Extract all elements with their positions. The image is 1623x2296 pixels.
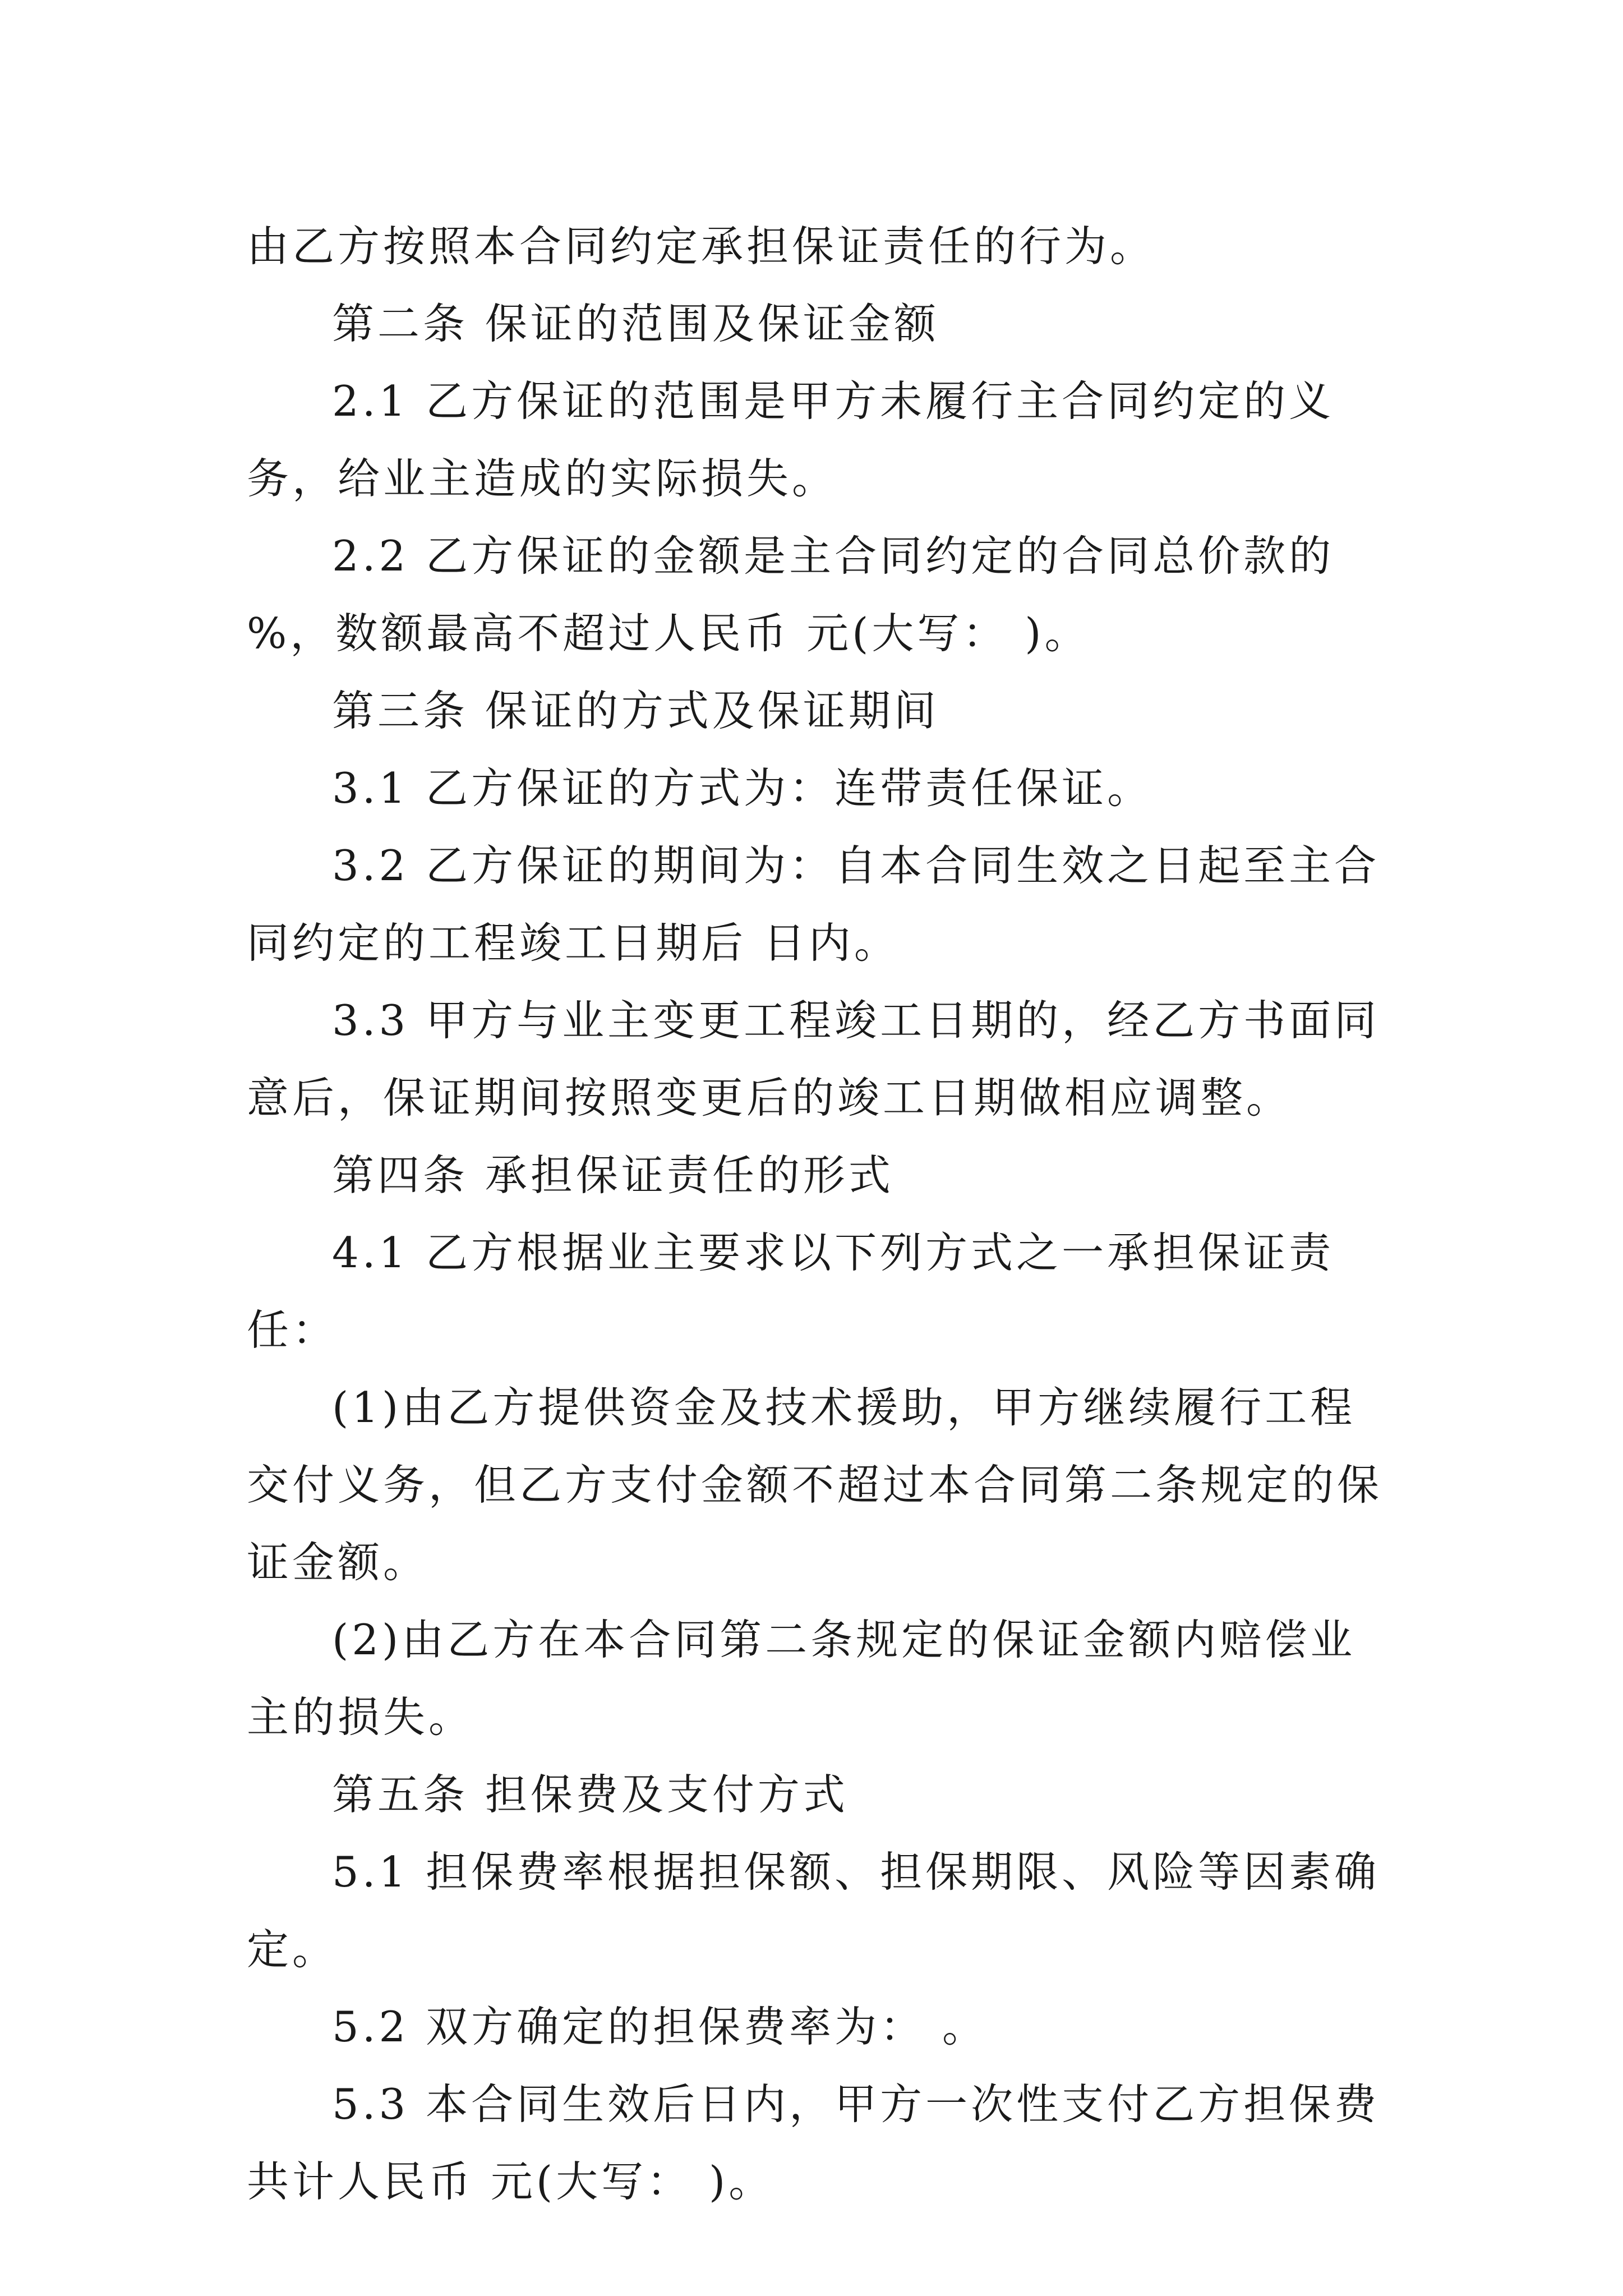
- heading-article-4: 第四条 承担保证责任的形式: [332, 1151, 894, 1200]
- clause-4-1-item-1: (1)由乙方提供资金及技术援助，甲方继续履行工程交付义务，但乙方支付金额不超过本合同第二条规定的保证金额。: [247, 1383, 1383, 1587]
- heading-article-5: 第五条 担保费及支付方式: [332, 1770, 849, 1819]
- clause-5-3: 5.3 本合同生效后日内，甲方一次性支付乙方担保费共计人民币 元(大写： )。: [247, 2079, 1380, 2206]
- clause-3-1: 3.1 乙方保证的方式为：连带责任保证。: [332, 763, 1153, 813]
- clause-2-1: 2.1 乙方保证的范围是甲方未履行主合同约定的义务，给业主造成的实际损失。: [247, 376, 1335, 503]
- clause-3-3: 3.3 甲方与业主变更工程竣工日期的，经乙方书面同意后，保证期间按照变更后的竣工日期做相应调整。: [247, 996, 1380, 1122]
- heading-article-2: 第二条 保证的范围及保证金额: [332, 299, 939, 348]
- clause-2-2: 2.2 乙方保证的金额是主合同约定的合同总价款的 %，数额最高不超过人民币 元(大写： )。: [247, 531, 1335, 658]
- heading-article-3: 第三条 保证的方式及保证期间: [332, 686, 939, 735]
- paragraph-guarantee-definition-end: 由乙方按照本合同约定承担保证责任的行为。: [247, 222, 1156, 271]
- clause-4-1: 4.1 乙方根据业主要求以下列方式之一承担保证责任：: [247, 1228, 1335, 1355]
- clause-3-2: 3.2 乙方保证的期间为：自本合同生效之日起至主合同约定的工程竣工日期后 日内。: [247, 841, 1380, 968]
- document-body: [247, 208, 1391, 2220]
- clause-5-2: 5.2 双方确定的担保费率为： 。: [332, 2002, 988, 2051]
- clause-4-1-item-2: (2)由乙方在本合同第二条规定的保证金额内赔偿业主的损失。: [247, 1615, 1356, 1742]
- clause-5-1: 5.1 担保费率根据担保额、担保期限、风险等因素确定。: [247, 1847, 1380, 1974]
